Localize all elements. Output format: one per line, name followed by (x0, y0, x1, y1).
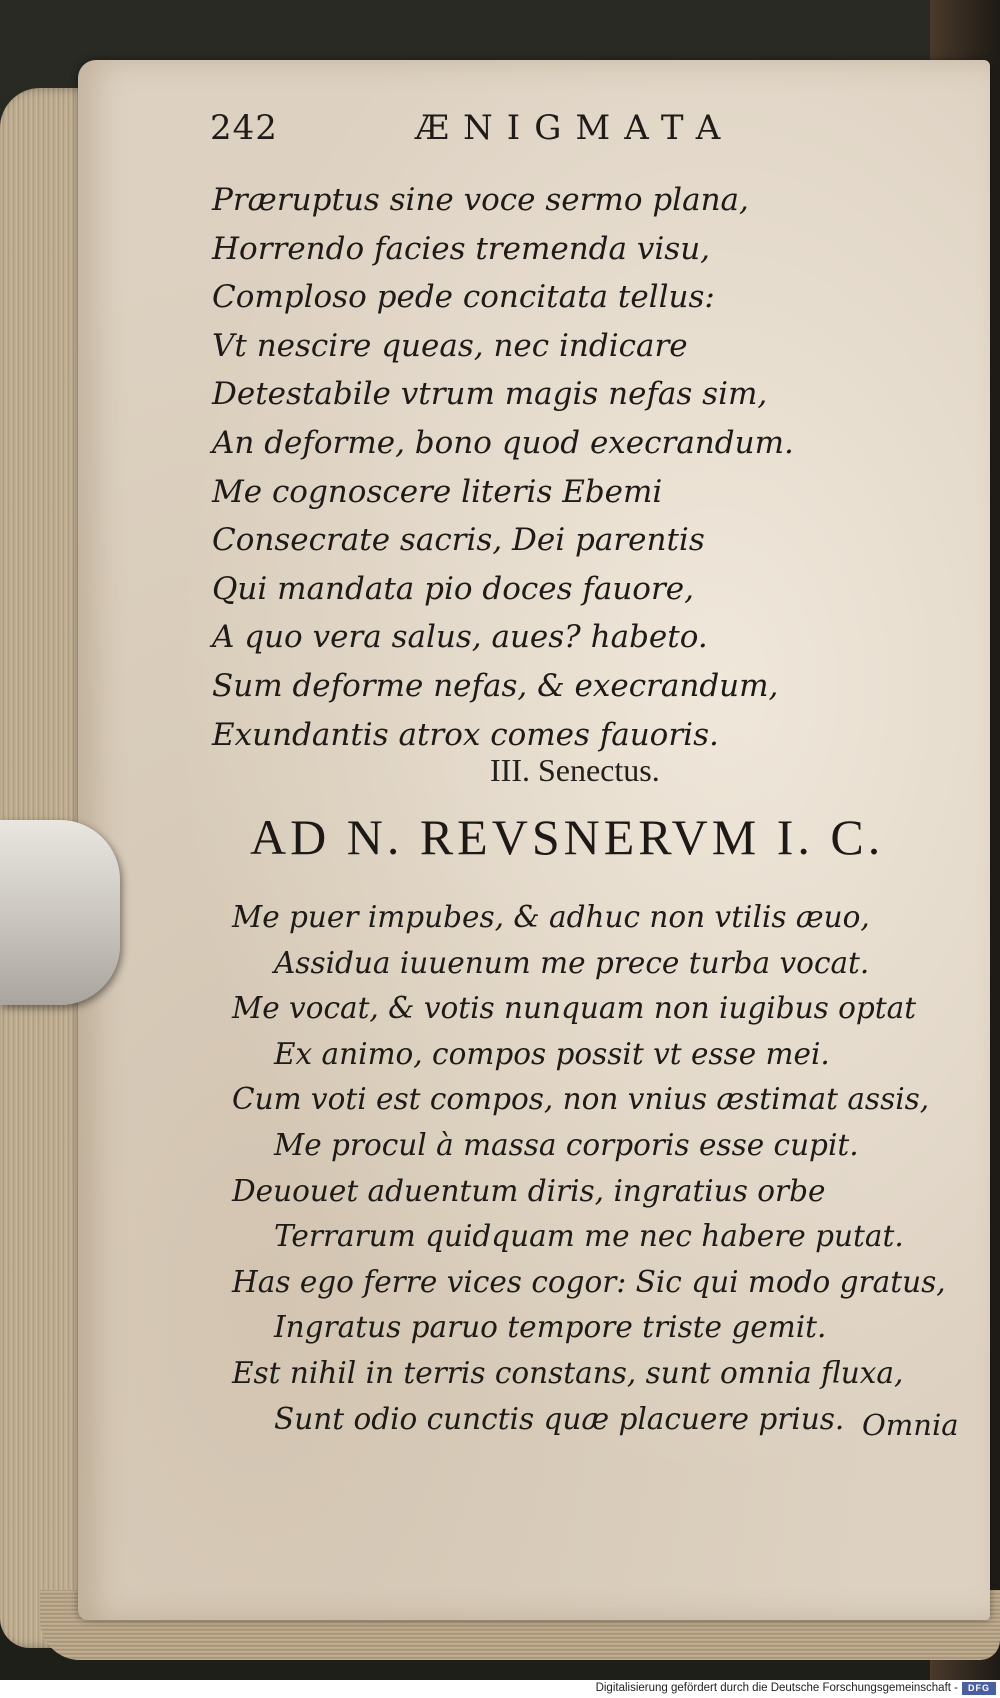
poem-line: Terrarum quidquam me nec habere putat. (274, 1219, 904, 1254)
running-title: ÆNIGMATA (415, 108, 735, 148)
catchword: Omnia (862, 1408, 959, 1442)
verse-line: Vt nescire queas, nec indicare (212, 327, 688, 364)
dedication-heading: AD N. REVSNERVM I. C. (250, 809, 885, 865)
poem-line: Ex animo, compos possit vt esse mei. (274, 1036, 830, 1071)
running-header (210, 108, 770, 158)
poem-line: Assidua iuuenum me prece turba vocat. (274, 945, 870, 980)
verse-line: Horrendo facies tremenda visu, (212, 230, 711, 267)
verse-line: Præruptus sine voce sermo plana, (212, 182, 749, 218)
verse-block (212, 176, 932, 759)
verse-line: Exundantis atrox comes fauoris. (212, 716, 719, 753)
poem-line: Me vocat, & votis nunquam non iugibus optat (232, 991, 917, 1026)
page-number: 242 (210, 108, 278, 148)
verse-line: Consecrate sacris, Dei parentis (212, 522, 705, 559)
poem-line: Est nihil in terris constans, sunt omnia fluxa, (232, 1355, 904, 1390)
digitization-footer (0, 1680, 1000, 1698)
verse-line: A quo vera salus, aues? habeto. (212, 619, 708, 656)
footer-credit: Digitalisierung gefördert durch die Deutsche Forschungsgemeinschaft - (595, 1682, 958, 1694)
poem-line: Has ego ferre vices cogor: Sic qui modo gratus, (232, 1264, 946, 1299)
poem-line: Cum voti est compos, non vnius æstimat assis, (232, 1082, 930, 1117)
bookmark-tab (0, 820, 120, 1005)
verse-line: Me cognoscere literis Ebemi (212, 473, 663, 510)
dfg-logo-icon: DFG (962, 1682, 996, 1695)
verse-line: An deforme, bono quod execrandum. (212, 424, 794, 461)
verse-line: Comploso pede concitata tellus: (212, 279, 715, 316)
verse-line: Detestabile vtrum magis nefas sim, (212, 376, 768, 413)
poem-block (232, 895, 952, 1442)
poem-line: Sunt odio cunctis quæ placuere prius. (274, 1401, 845, 1436)
poem-line: Me puer impubes, & adhuc non vtilis æuo, (232, 900, 870, 934)
verse-line: Qui mandata pio doces fauore, (212, 570, 694, 607)
poem-line: Me procul à massa corporis esse cupit. (274, 1127, 859, 1162)
poem-line: Ingratus paruo tempore triste gemit. (274, 1310, 827, 1345)
poem-line: Deuouet aduentum diris, ingratius orbe (232, 1173, 826, 1208)
verse-line: Sum deforme nefas, & execrandum, (212, 667, 779, 704)
section-subheading: III. Senectus. (490, 752, 660, 788)
